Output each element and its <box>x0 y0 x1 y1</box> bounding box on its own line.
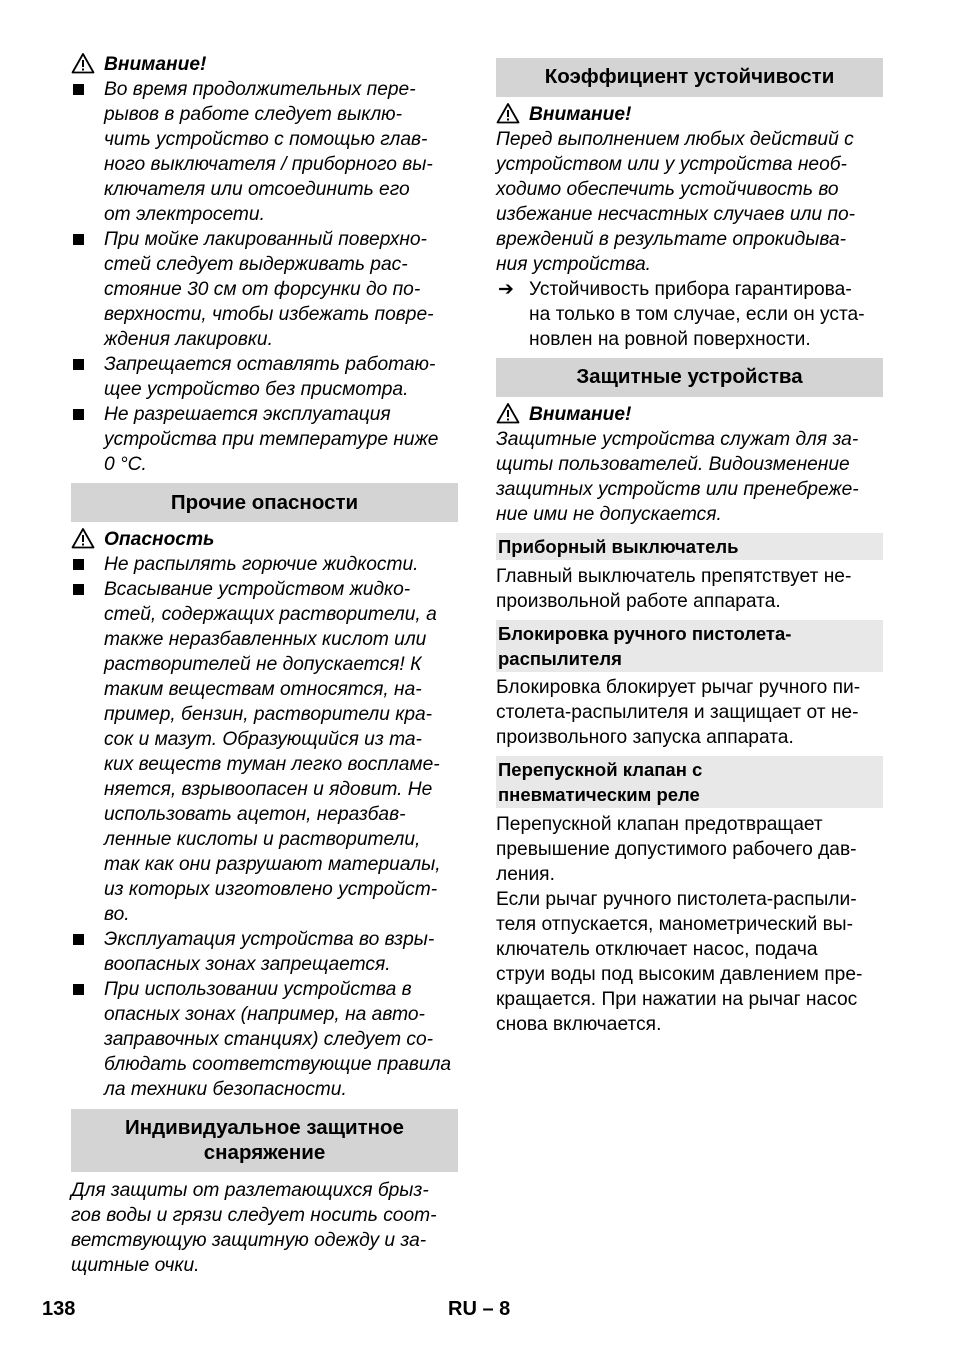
paragraph-line: Перед выполнением любых действий с <box>496 129 854 150</box>
bullet-icon <box>73 409 84 420</box>
arrow-item-line: на только в том случае, если он уста- <box>529 304 865 325</box>
list-item-line: опасных зонах (например, на авто- <box>104 1004 425 1025</box>
list-item-line: 0 °C. <box>104 454 147 475</box>
list-item-line: от электросети. <box>104 204 265 225</box>
subsection-heading-main-switch <box>496 533 883 560</box>
paragraph-line: ления. <box>496 864 555 885</box>
arrow-right-icon: ➔ <box>498 279 514 300</box>
subsection-heading-bypass-valve <box>496 756 883 808</box>
paragraph-line: Перепускной клапан предотвращает <box>496 814 823 835</box>
list-item-line: блюдать соответствующие правила <box>104 1054 452 1075</box>
list-item-line: таким веществам относятся, на- <box>104 679 422 700</box>
list-item-line: чить устройство с помощью глав- <box>104 129 428 150</box>
list-item-line: сок и мазут. Образующийся из та- <box>104 729 422 750</box>
list-item-line: стей, содержащих растворители, а <box>104 604 437 625</box>
list-item-line: ленные кислоты и растворители, <box>104 829 421 850</box>
heading-line: Индивидуальное защитное <box>125 1116 404 1139</box>
paragraph-line: гов воды и грязи следует носить соот- <box>71 1205 437 1226</box>
list-item-line: Запрещается оставлять работаю- <box>104 354 436 375</box>
list-item-line: воопасных зонах запрещается. <box>104 954 391 975</box>
section-heading-other-hazards: Прочие опасности <box>71 483 458 522</box>
section-heading-ppe <box>71 1109 458 1172</box>
paragraph-line: ветствующую защитную одежду и за- <box>71 1230 427 1251</box>
list-item-line: стей следует выдерживать рас- <box>104 254 408 275</box>
paragraph-line: Для защиты от разлетающихся брыз- <box>71 1180 429 1201</box>
bullet-icon <box>73 234 84 245</box>
paragraph-line: защитных устройств или пренебреже- <box>496 479 859 500</box>
paragraph-line: ходимо обеспечить устойчивость во <box>496 179 839 200</box>
page-number: 138 <box>42 1298 76 1320</box>
list-item-line: Не разрешается эксплуатация <box>104 404 391 425</box>
bullet-icon <box>73 984 84 995</box>
list-item-line: ких веществ туман легко воспламе- <box>104 754 440 775</box>
list-item-line: во. <box>104 904 130 925</box>
paragraph-line: теля отпускается, манометрический вы- <box>496 914 853 935</box>
warning-triangle-icon <box>496 402 520 424</box>
list-item-line: использовать ацетон, неразбав- <box>104 804 406 825</box>
paragraph-line: превышение допустимого рабочего дав- <box>496 839 857 860</box>
arrow-item-line: новлен на ровной поверхности. <box>529 329 811 350</box>
paragraph-line: ключатель отключает насос, подача <box>496 939 818 960</box>
list-item-line: устройства при температуре ниже <box>104 429 439 450</box>
paragraph-line: кращается. При нажатии на рычаг насос <box>496 989 858 1010</box>
heading-line: Блокировка ручного пистолета- <box>498 623 792 644</box>
list-item-line: стояние 30 см от форсунки до по- <box>104 279 421 300</box>
paragraph-line: Блокировка блокирует рычаг ручного пи- <box>496 677 861 698</box>
warning-title: Внимание! <box>529 104 632 125</box>
list-item-line: заправочных станциях) следует со- <box>104 1029 434 1050</box>
heading-line: снаряжение <box>203 1141 326 1164</box>
subsection-heading-trigger-lock <box>496 620 883 672</box>
heading-line: пневматическим реле <box>498 784 700 805</box>
paragraph-line: щитные очки. <box>71 1255 200 1276</box>
heading-line: распылителя <box>498 648 622 669</box>
list-item-line: рывов в работе следует выклю- <box>104 104 402 125</box>
bullet-icon <box>73 559 84 570</box>
bullet-icon <box>73 359 84 370</box>
paragraph-line: устройством или у устройства необ- <box>496 154 847 175</box>
paragraph-line: щиты пользователей. Видоизменение <box>496 454 850 475</box>
list-item-line: ла техники безопасности. <box>104 1079 347 1100</box>
list-item-line: При использовании устройства в <box>104 979 412 1000</box>
list-item-line: ждения лакировки. <box>104 329 273 350</box>
heading-line: Приборный выключатель <box>498 536 739 557</box>
danger-title: Опасность <box>104 529 215 550</box>
paragraph-line: произвольной работе аппарата. <box>496 591 781 612</box>
warning-triangle-icon <box>496 102 520 124</box>
list-item-line: щее устройство без присмотра. <box>104 379 409 400</box>
heading-line: Перепускной клапан с <box>498 759 703 780</box>
list-item-line: пример, бензин, растворители кра- <box>104 704 433 725</box>
paragraph-line: Главный выключатель препятствует не- <box>496 566 852 587</box>
list-item-line: При мойке лакированный поверхно- <box>104 229 427 250</box>
list-item-line: Всасывание устройством жидко- <box>104 579 411 600</box>
paragraph-line: ние ими не допускается. <box>496 504 722 525</box>
list-item-line: также неразбавленных кислот или <box>104 629 427 650</box>
list-item-line: ключателя или отсоединить его <box>104 179 410 200</box>
bullet-icon <box>73 584 84 595</box>
section-heading-stability: Коэффициент устойчивости <box>496 58 883 97</box>
list-item-line: Не распылять горючие жидкости. <box>104 554 419 575</box>
list-item-line: из которых изготовлено устройст- <box>104 879 438 900</box>
section-heading-safety-devices: Защитные устройства <box>496 358 883 397</box>
list-item-line: Во время продолжительных пере- <box>104 79 416 100</box>
paragraph-line: столета-распылителя и защищает от не- <box>496 702 859 723</box>
warning-title: Внимание! <box>529 404 632 425</box>
warning-triangle-icon <box>71 52 95 74</box>
section-marker: RU – 8 <box>448 1298 511 1320</box>
paragraph-line: струи воды под высоким давлением пре- <box>496 964 863 985</box>
warning-title: Внимание! <box>104 54 207 75</box>
paragraph-line: Защитные устройства служат для за- <box>496 429 859 450</box>
list-item-line: верхности, чтобы избежать повре- <box>104 304 434 325</box>
list-item-line: няется, взрывоопасен и ядовит. Не <box>104 779 433 800</box>
bullet-icon <box>73 934 84 945</box>
paragraph-line: Если рычаг ручного пистолета-распыли- <box>496 889 857 910</box>
list-item-line: ного выключателя / приборного вы- <box>104 154 433 175</box>
paragraph-line: произвольного запуска аппарата. <box>496 727 794 748</box>
warning-triangle-icon <box>71 527 95 549</box>
paragraph-line: снова включается. <box>496 1014 662 1035</box>
paragraph-line: избежание несчастных случаев или по- <box>496 204 856 225</box>
list-item-line: Эксплуатация устройства во взры- <box>104 929 435 950</box>
arrow-item-line: Устойчивость прибора гарантирова- <box>529 279 852 300</box>
paragraph-line: ния устройства. <box>496 254 651 275</box>
bullet-icon <box>73 84 84 95</box>
paragraph-line: вреждений в результате опрокидыва- <box>496 229 847 250</box>
list-item-line: так как они разрушают материалы, <box>104 854 441 875</box>
list-item-line: растворителей не допускается! К <box>104 654 422 675</box>
